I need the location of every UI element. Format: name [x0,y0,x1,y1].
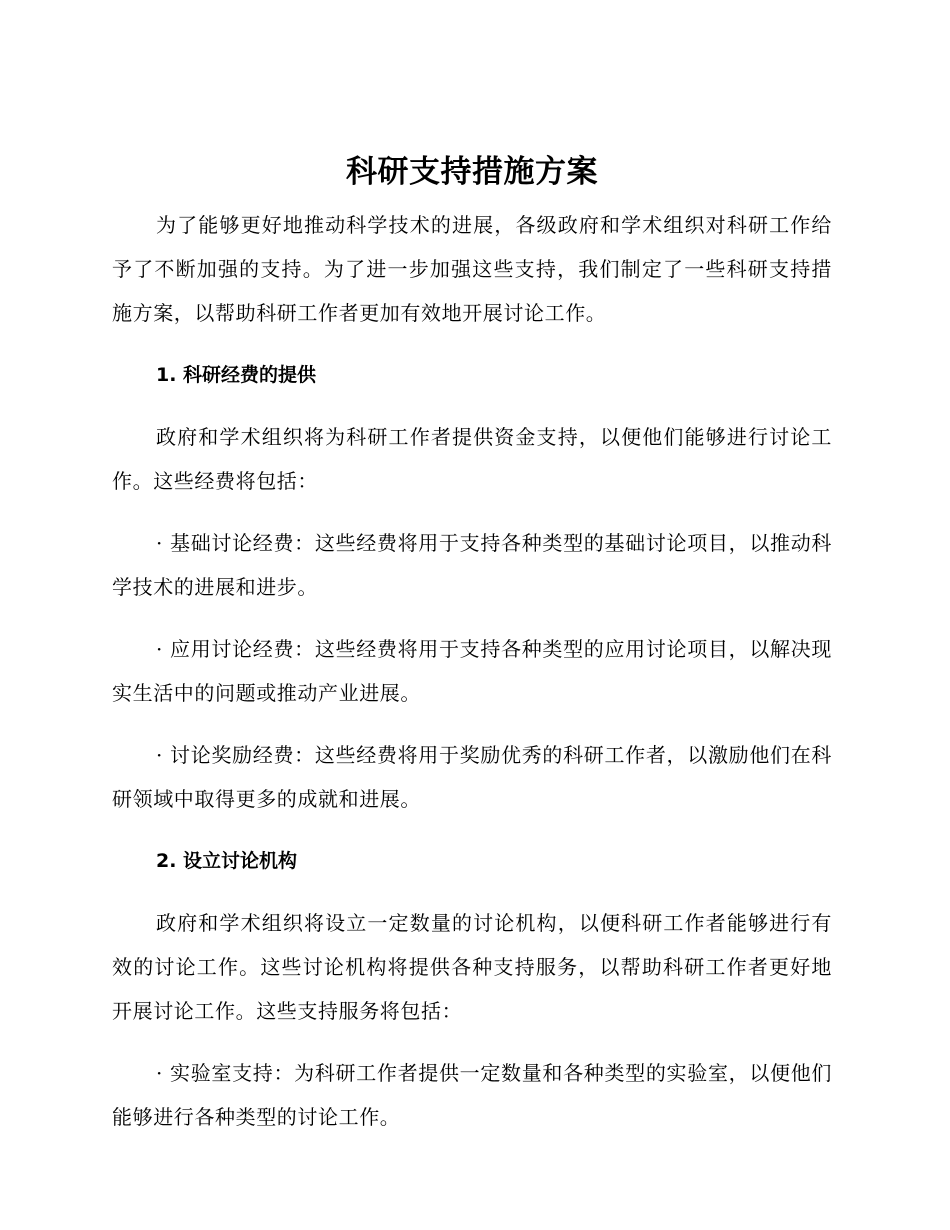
section-lead-paragraph: 政府和学术组织将为科研工作者提供资金支持，以便他们能够进行讨论工作。这些经费将包括： [112,425,832,493]
section-funding [112,353,832,821]
document-page [112,150,832,1157]
document-title: 科研支持措施方案 [346,154,598,190]
bullet-paragraph: · 基础讨论经费：这些经费将用于支持各种类型的基础讨论项目，以推动科学技术的进展和进步。 [112,531,832,599]
section-institutions [112,839,832,1139]
bullet-paragraph: · 讨论奖励经费：这些经费将用于奖励优秀的科研工作者，以激励他们在科研领域中取得更多的成就和进展。 [112,743,832,811]
bullet-paragraph: · 应用讨论经费：这些经费将用于支持各种类型的应用讨论项目，以解决现实生活中的问题或推动产业进展。 [112,637,832,705]
section-lead-paragraph: 政府和学术组织将设立一定数量的讨论机构，以便科研工作者能够进行有效的讨论工作。这些讨论机构将提供各种支持服务，以帮助科研工作者更好地开展讨论工作。这些支持服务将包括： [112,911,832,1023]
bullet-paragraph: · 实验室支持：为科研工作者提供一定数量和各种类型的实验室，以便他们能够进行各种类型的讨论工作。 [112,1061,832,1129]
intro-paragraph: 为了能够更好地推动科学技术的进展，各级政府和学术组织对科研工作给予了不断加强的支持。为了进一步加强这些支持，我们制定了一些科研支持措施方案，以帮助科研工作者更加有效地开展讨论工作。 [112,213,832,325]
section-heading: 1. 科研经费的提供 [156,364,317,386]
section-heading: 2. 设立讨论机构 [156,850,298,872]
